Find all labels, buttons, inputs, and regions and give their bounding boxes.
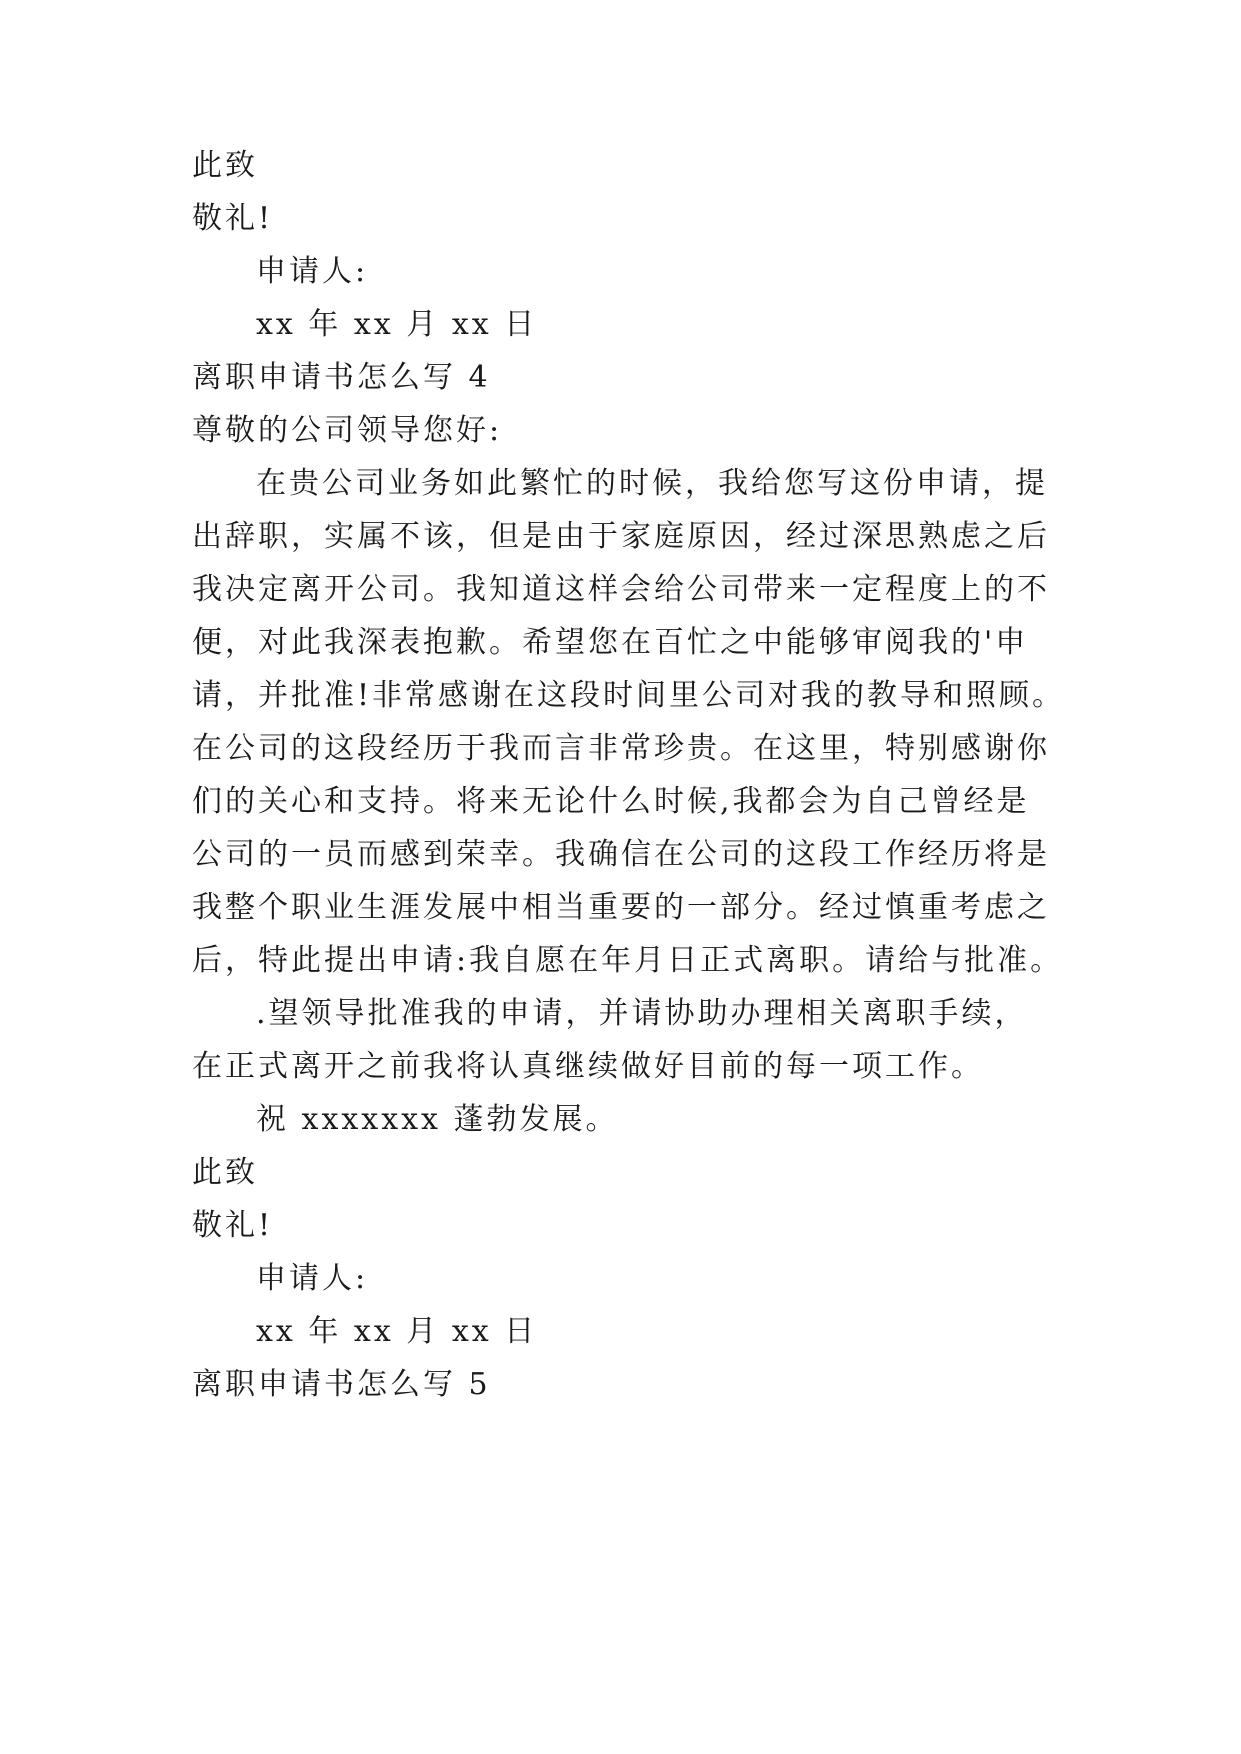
wish-text: 祝 xxxxxxx 蓬勃发展。	[256, 1102, 619, 1137]
paragraph-line: 在正式离开之前我将认真继续做好目前的每一项工作。	[192, 1049, 984, 1084]
salute-text: 敬礼!	[192, 201, 274, 236]
section-heading: 离职申请书怎么写 4	[192, 360, 491, 395]
paragraph-line: 便，对此我深表抱歉。希望您在百忙之中能够审阅我的'申	[192, 625, 1029, 660]
paragraph-line: 请，并批准!非常感谢在这段时间里公司对我的教导和照顾。	[192, 678, 1066, 713]
greeting-text: 尊敬的公司领导您好:	[192, 413, 503, 448]
applicant-label: 申请人:	[256, 1261, 369, 1296]
date-line: xx 年 xx 月 xx 日	[256, 1314, 538, 1349]
date-line: xx 年 xx 月 xx 日	[256, 307, 538, 342]
paragraph-line: 我整个职业生涯发展中相当重要的一部分。经过慎重考虑之	[192, 890, 1050, 925]
paragraph-line: 出辞职，实属不该，但是由于家庭原因，经过深思熟虑之后	[192, 519, 1050, 554]
closing-text: 此致	[192, 1155, 258, 1190]
section-heading: 离职申请书怎么写 5	[192, 1367, 491, 1402]
paragraph-line: 们的关心和支持。将来无论什么时候,我都会为自己曾经是	[192, 784, 1030, 819]
paragraph-line: 我决定离开公司。我知道这样会给公司带来一定程度上的不	[192, 572, 1050, 607]
paragraph-line: 在公司的这段经历于我而言非常珍贵。在这里，特别感谢你	[192, 731, 1050, 766]
applicant-label: 申请人:	[256, 254, 369, 289]
paragraph-line: 在贵公司业务如此繁忙的时候，我给您写这份申请，提	[256, 466, 1048, 501]
salute-text: 敬礼!	[192, 1208, 274, 1243]
paragraph-line: 公司的一员而感到荣幸。我确信在公司的这段工作经历将是	[192, 837, 1050, 872]
paragraph-line: 后，特此提出申请:我自愿在年月日正式离职。请给与批准。	[192, 943, 1064, 978]
paragraph-line: .望领导批准我的申请，并请协助办理相关离职手续，	[256, 996, 1028, 1031]
closing-text: 此致	[192, 148, 258, 183]
